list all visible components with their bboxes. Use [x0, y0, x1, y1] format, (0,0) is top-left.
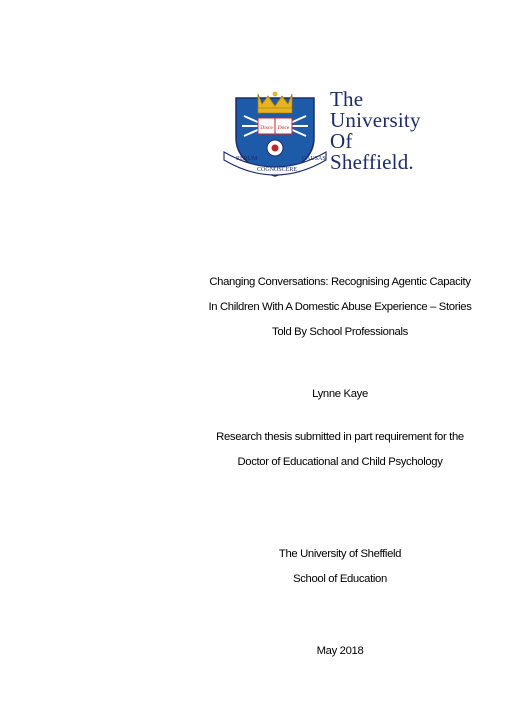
- institution: [150, 542, 530, 592]
- crest-scroll-text-1: RERUM: [236, 156, 258, 162]
- submission-date: [150, 639, 530, 664]
- author-name: [150, 382, 530, 407]
- author-name-text: Lynne Kaye: [312, 388, 368, 400]
- thesis-title-line: In Children With A Domestic Abuse Experience – Stories: [208, 301, 472, 313]
- university-crest-icon: [222, 86, 328, 182]
- university-wordmark: [330, 89, 421, 173]
- wordmark-line: Sheffield.: [330, 150, 414, 174]
- crest-scroll-text-2: COGNOSCERE: [257, 167, 298, 173]
- thesis-title-line: Told By School Professionals: [272, 326, 408, 338]
- submission-statement: [150, 425, 530, 475]
- institution-line: School of Education: [293, 573, 387, 585]
- crest-book-text-right: Doce: [277, 125, 290, 131]
- wordmark-line: The: [330, 87, 364, 111]
- university-logo: [222, 86, 442, 182]
- wordmark-line: Of: [330, 129, 353, 153]
- institution-line: The University of Sheffield: [278, 548, 402, 560]
- wordmark-line: University: [330, 108, 421, 132]
- thesis-title: [150, 270, 530, 345]
- crest-scroll-text-3: CAUSAS: [302, 156, 326, 162]
- submission-line: Doctor of Educational and Child Psychology: [237, 456, 443, 468]
- thesis-title-line: Changing Conversations: Recognising Agentic Capacity: [209, 276, 471, 288]
- submission-line: Research thesis submitted in part requirement for the: [216, 431, 464, 443]
- crest-book-text-left: Disce: [260, 125, 273, 131]
- submission-date-text: May 2018: [316, 645, 364, 657]
